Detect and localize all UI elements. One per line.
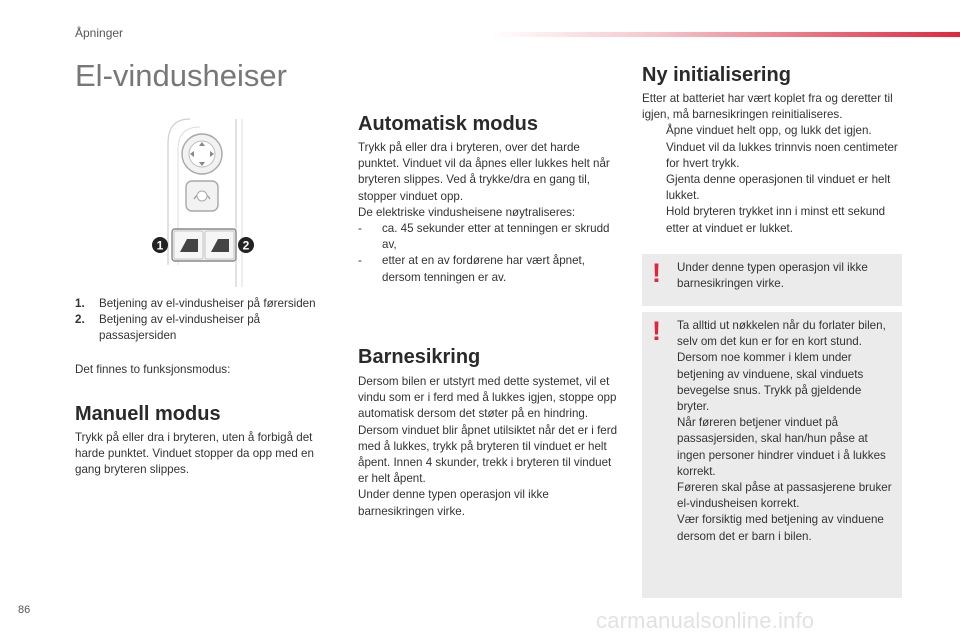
automatic-item-2: - etter at en av fordørene har vært åpnet, dersom tenningen er av. [358, 254, 585, 284]
warning-line-2: Dersom noe kommer i klem under betjening av vinduene, skal vinduets bevegelse snus. Trykk på gjeldende bryter. [677, 351, 864, 414]
child-lock-heading: Barnesikring [358, 346, 481, 368]
watermark: carmanualsonline.info [596, 608, 815, 633]
automatic-heading: Automatisk modus [358, 113, 539, 135]
warning-text-1: Under denne typen operasjon vil ikke barnesikringen virke. [677, 261, 868, 291]
callout-1: 1 [156, 238, 164, 253]
warning-box-1 [642, 254, 902, 306]
page-number: 86 [18, 604, 31, 616]
warning-line-3: Når føreren betjener vinduet på passasjersiden, skal han/hun påse at ingen personer hindrer vinduet i å lukkes korrekt. [677, 416, 886, 478]
check-icon [642, 123, 666, 172]
warning-line-4: Føreren skal påse at passasjerene bruker el-vindusheisen korrekt. [677, 481, 892, 511]
callout-2: 2 [242, 238, 250, 253]
reinit-item-1: Åpne vinduet helt opp, og lukk det igjen. Vinduet vil da lukkes trinnvis noen centimeter for hvert trykk. [642, 123, 904, 172]
reinit-item-2: Gjenta denne operasjonen til vinduet er helt lukket. [642, 172, 904, 204]
warning-line-1: Ta alltid ut nøkkelen når du forlater bilen, selv om det kun er for en kort stund. [677, 319, 886, 349]
legend-item-2: 2. Betjening av el-vindusheiser på passasjersiden [75, 313, 261, 343]
reinit-body [642, 91, 904, 237]
window-switch-panel-illustration [150, 115, 260, 287]
manual-heading: Manuell modus [75, 403, 221, 425]
warning-box-2 [642, 312, 902, 598]
section-title: Åpninger [75, 26, 124, 40]
warning-icon: ! [652, 316, 661, 346]
intro-text: Det finnes to funksjonsmodus: [75, 363, 231, 376]
reinit-body-p1: Etter at batteriet har vært koplet fra og deretter til igjen, må barnesikringen reinitialiseres. [642, 92, 893, 122]
warning-text-2 [677, 318, 894, 545]
automatic-body [358, 140, 620, 286]
page-title: El-vindusheiser [75, 58, 287, 93]
child-lock-body-p1: Dersom bilen er utstyrt med dette systemet, vil et vindu som er i ferd med å lukkes igjen, stoppe opp automatisk dersom det støter på en hindring. [358, 375, 617, 421]
legend-item-1: 1. Betjening av el-vindusheiser på førersiden [75, 297, 316, 310]
reinit-heading: Ny initialisering [642, 64, 791, 86]
child-lock-body [358, 374, 622, 520]
reinit-item-3: Hold bryteren trykket inn i minst ett sekund etter at vinduet er lukket. [642, 204, 904, 236]
check-icon [642, 172, 666, 204]
child-lock-body-p3: Under denne typen operasjon vil ikke barnesikringen virke. [358, 488, 549, 518]
warning-line-5: Vær forsiktig med betjening av vinduene dersom det er barn i bilen. [677, 513, 884, 543]
manual-body: Trykk på eller dra i bryteren, uten å forbigå det harde punktet. Vinduet stopper da opp med en gang bryteren slippes. [75, 431, 314, 477]
header-accent-line [490, 32, 960, 37]
child-lock-body-p2: Dersom vinduet blir åpnet utilsiktet når det er i ferd med å lukkes, trykk på bryteren til vinduet er helt åpent. Innen 4 skunder, trekk i bryteren til vinduet er helt åpent. [358, 423, 618, 486]
automatic-body-p1: Trykk på eller dra i bryteren, over det harde punktet. Vinduet vil da åpnes eller lukkes helt når bryteren slippes. Ved å trykke/dra en gang til, stopper vinduet opp. [358, 141, 610, 203]
check-icon [642, 204, 666, 236]
automatic-item-1: - ca. 45 sekunder etter at tenningen er skrudd av, [358, 222, 610, 252]
legend-list [75, 296, 335, 345]
automatic-body-p2: De elektriske vindusheisene nøytraliseres: [358, 205, 576, 219]
warning-icon: ! [652, 258, 661, 288]
